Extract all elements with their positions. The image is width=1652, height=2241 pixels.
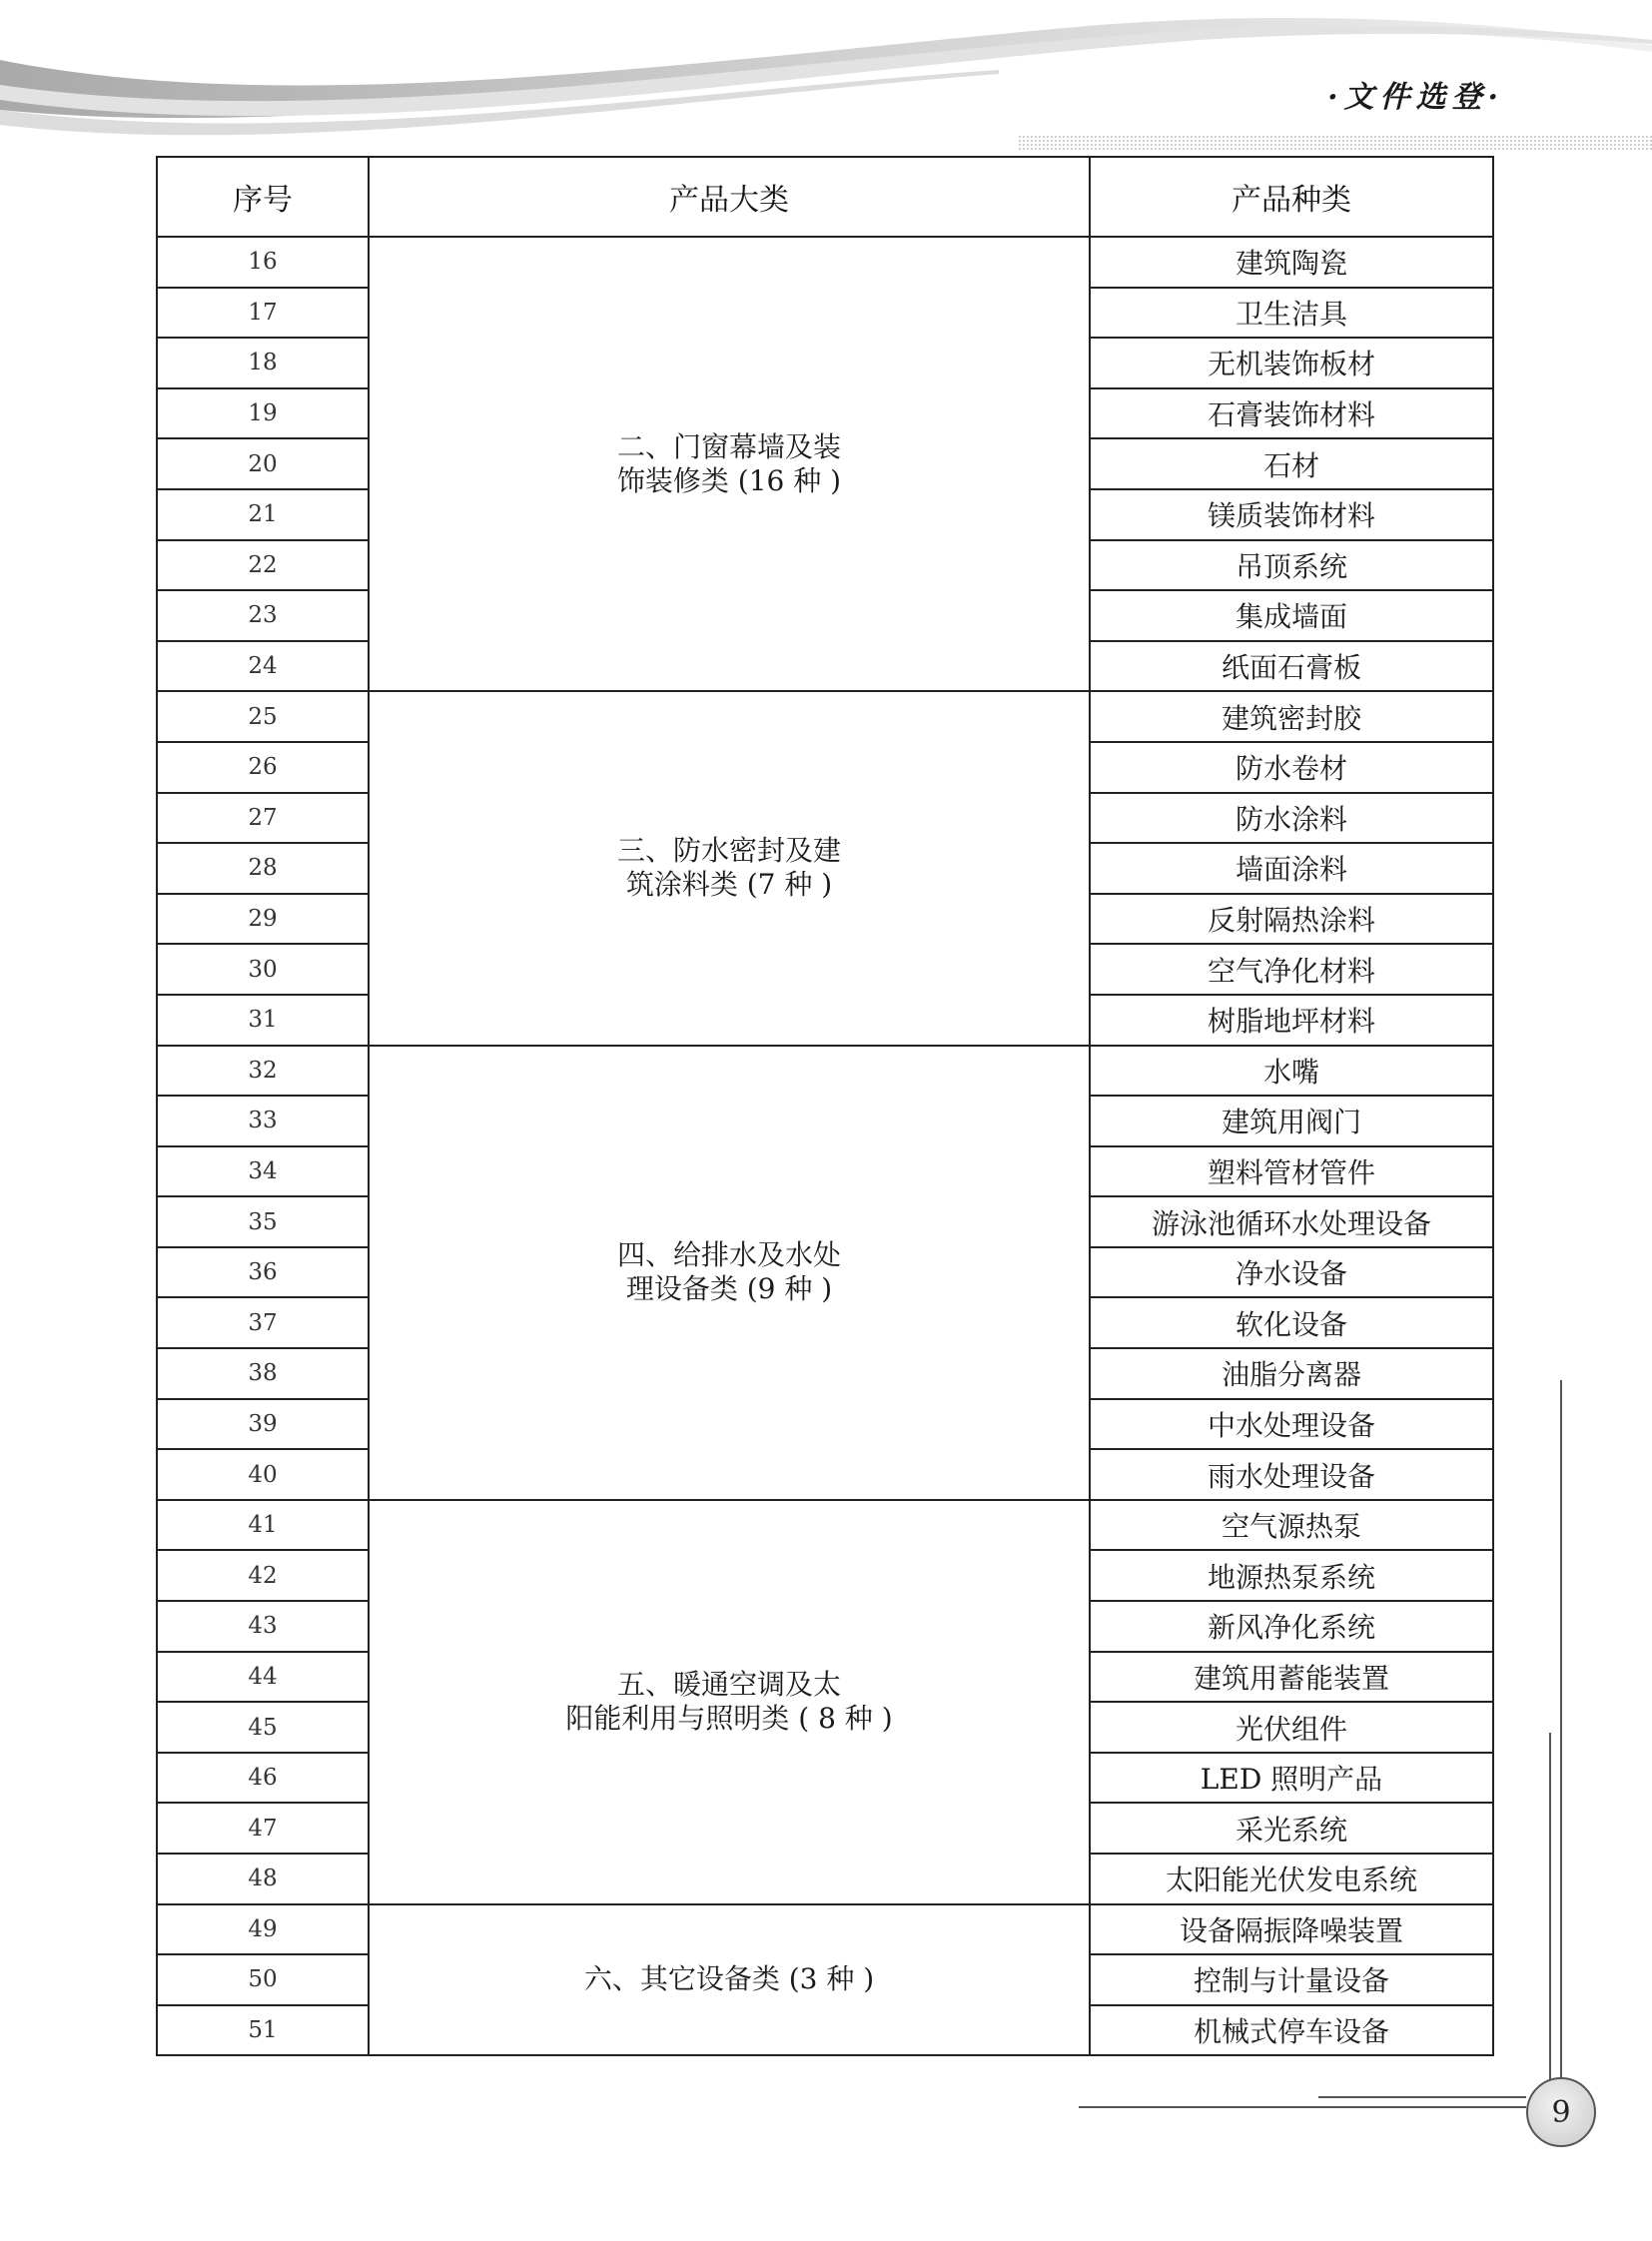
- page-number: 9: [1526, 2077, 1596, 2147]
- product-type-cell: 机械式停车设备: [1090, 2005, 1493, 2056]
- row-number: 30: [157, 944, 369, 995]
- product-type-cell: 水嘴: [1090, 1046, 1493, 1097]
- row-number: 45: [157, 1702, 369, 1753]
- product-type-cell: 塑料管材管件: [1090, 1146, 1493, 1197]
- table-header-row: [157, 157, 1493, 237]
- row-number: 48: [157, 1854, 369, 1904]
- table-row: [157, 1046, 1493, 1097]
- row-number: 24: [157, 641, 369, 692]
- category-label-line: 二、门窗幕墙及装: [616, 429, 841, 463]
- product-type-cell: 建筑陶瓷: [1090, 237, 1493, 288]
- product-type-cell: 控制与计量设备: [1090, 1954, 1493, 2005]
- row-number: 38: [157, 1348, 369, 1399]
- row-number: 36: [157, 1247, 369, 1298]
- table-body: [157, 237, 1493, 2055]
- product-type-cell: 防水涂料: [1090, 793, 1493, 844]
- row-number: 47: [157, 1803, 369, 1854]
- product-type-cell: 地源热泵系统: [1090, 1550, 1493, 1601]
- product-type-cell: 太阳能光伏发电系统: [1090, 1854, 1493, 1904]
- product-type-cell: 纸面石膏板: [1090, 641, 1493, 692]
- product-type-cell: 镁质装饰材料: [1090, 489, 1493, 540]
- row-number: 40: [157, 1449, 369, 1500]
- product-type-cell: 游泳池循环水处理设备: [1090, 1196, 1493, 1247]
- row-number: 17: [157, 288, 369, 339]
- row-number: 44: [157, 1652, 369, 1703]
- column-header-category: 产品大类: [369, 157, 1090, 237]
- row-number: 20: [157, 438, 369, 489]
- row-number: 37: [157, 1297, 369, 1348]
- category-cell: [369, 1904, 1090, 2056]
- product-type-cell: 树脂地坪材料: [1090, 995, 1493, 1046]
- row-number: 49: [157, 1904, 369, 1955]
- table-row: [157, 1500, 1493, 1551]
- product-type-cell: 反射隔热涂料: [1090, 894, 1493, 945]
- row-number: 29: [157, 894, 369, 945]
- product-type-cell: 建筑密封胶: [1090, 691, 1493, 742]
- row-number: 35: [157, 1196, 369, 1247]
- category-cell: [369, 691, 1090, 1045]
- category-cell: [369, 1500, 1090, 1904]
- product-type-cell: 中水处理设备: [1090, 1399, 1493, 1450]
- category-cell: [369, 237, 1090, 691]
- product-type-cell: 建筑用阀门: [1090, 1096, 1493, 1146]
- category-label-line: 阳能利用与照明类 ( 8 种 ): [565, 1702, 893, 1736]
- row-number: 19: [157, 388, 369, 439]
- row-number: 21: [157, 489, 369, 540]
- product-type-cell: 石材: [1090, 438, 1493, 489]
- table-row: [157, 237, 1493, 288]
- row-number: 18: [157, 338, 369, 388]
- category-label-line: 筑涂料类 (7 种 ): [625, 868, 833, 902]
- row-number: 27: [157, 793, 369, 844]
- row-number: 34: [157, 1146, 369, 1197]
- category-label-line: 四、给排水及水处: [616, 1238, 841, 1272]
- row-number: 22: [157, 540, 369, 591]
- row-number: 50: [157, 1954, 369, 2005]
- product-type-cell: 防水卷材: [1090, 742, 1493, 793]
- row-number: 41: [157, 1500, 369, 1551]
- product-type-cell: 墙面涂料: [1090, 843, 1493, 894]
- product-type-cell: LED 照明产品: [1090, 1753, 1493, 1804]
- product-type-cell: 新风净化系统: [1090, 1601, 1493, 1652]
- product-type-cell: 卫生洁具: [1090, 288, 1493, 339]
- product-type-cell: 空气净化材料: [1090, 944, 1493, 995]
- category-label-line: 理设备类 (9 种 ): [625, 1272, 833, 1306]
- row-number: 26: [157, 742, 369, 793]
- category-cell: [369, 1046, 1090, 1500]
- row-number: 16: [157, 237, 369, 288]
- category-label-line: 饰装修类 (16 种 ): [616, 463, 842, 497]
- row-number: 46: [157, 1753, 369, 1804]
- table-row: [157, 1904, 1493, 1955]
- product-table: [156, 156, 1494, 2056]
- category-label-line: 五、暖通空调及太: [616, 1668, 841, 1702]
- product-type-cell: 空气源热泵: [1090, 1500, 1493, 1551]
- row-number: 31: [157, 995, 369, 1046]
- product-type-cell: 吊顶系统: [1090, 540, 1493, 591]
- column-header-type: 产品种类: [1090, 157, 1493, 237]
- product-type-cell: 软化设备: [1090, 1297, 1493, 1348]
- column-header-no: 序号: [157, 157, 369, 237]
- row-number: 23: [157, 590, 369, 641]
- category-label-line: 六、其它设备类 (3 种 ): [583, 1962, 875, 1996]
- row-number: 42: [157, 1550, 369, 1601]
- product-type-cell: 设备隔振降噪装置: [1090, 1904, 1493, 1955]
- row-number: 25: [157, 691, 369, 742]
- table-row: [157, 691, 1493, 742]
- product-type-cell: 光伏组件: [1090, 1702, 1493, 1753]
- product-type-cell: 建筑用蓄能装置: [1090, 1652, 1493, 1703]
- row-number: 33: [157, 1096, 369, 1146]
- product-type-cell: 油脂分离器: [1090, 1348, 1493, 1399]
- row-number: 43: [157, 1601, 369, 1652]
- product-type-cell: 无机装饰板材: [1090, 338, 1493, 388]
- row-number: 51: [157, 2005, 369, 2056]
- product-type-cell: 净水设备: [1090, 1247, 1493, 1298]
- product-type-cell: 石膏装饰材料: [1090, 388, 1493, 439]
- category-label-line: 三、防水密封及建: [616, 834, 841, 868]
- product-type-cell: 采光系统: [1090, 1803, 1493, 1854]
- row-number: 28: [157, 843, 369, 894]
- product-type-cell: 集成墙面: [1090, 590, 1493, 641]
- section-tag: ·文件选登·: [1327, 80, 1504, 115]
- row-number: 39: [157, 1399, 369, 1450]
- row-number: 32: [157, 1046, 369, 1097]
- product-type-cell: 雨水处理设备: [1090, 1449, 1493, 1500]
